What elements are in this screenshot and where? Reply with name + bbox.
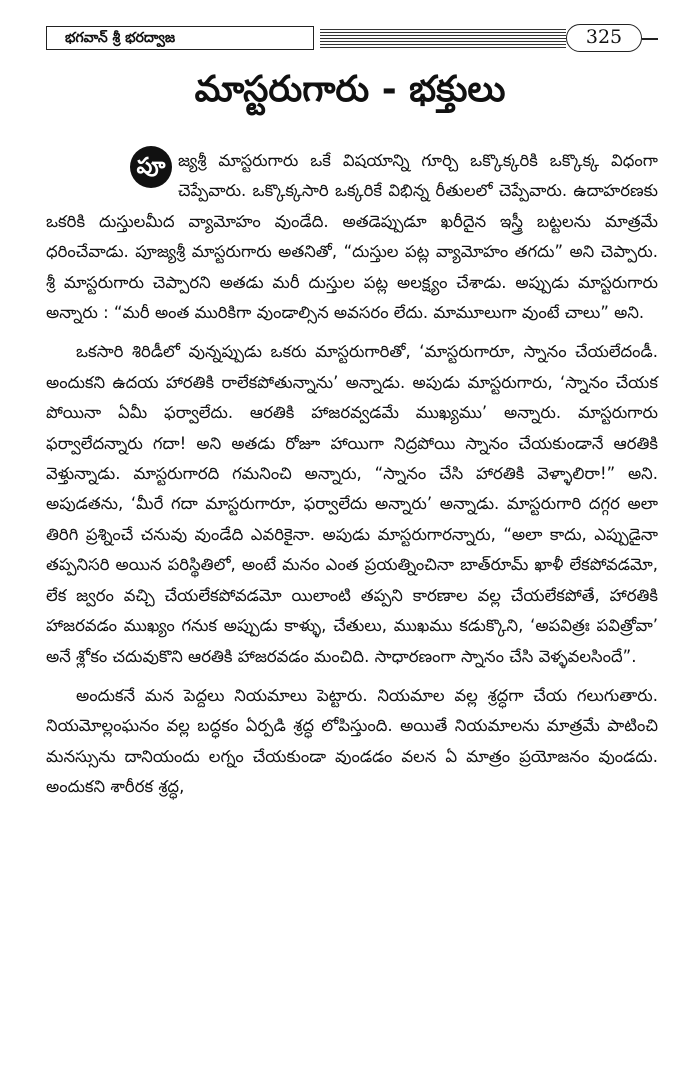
- header-rule-lines: [320, 29, 566, 49]
- drop-cap: పూ: [130, 146, 172, 188]
- running-header: [46, 24, 658, 54]
- running-title: భగవాన్ శ్రీ భరద్వాజ: [46, 26, 314, 50]
- paragraph-2: ఒకసారి శిరిడీలో వున్నప్పుడు ఒకరు మాస్టరుగారితో, ‘మాస్టరుగారూ, స్నానం చేయలేదండీ. అందుకని ఉదయ హారతికి రాలేకపోతున్నాను’ అన్నాడు. అపుడు మాస్టరుగారు, ‘స్నానం చేయక పోయినా ఏమీ ఫర్వాలేదు. ఆరతికి హాజరవ్వడమే ముఖ్యము’ అన్నారు. మాస్టరుగారు ఫర్వాలేదన్నారు గదా! అని అతడు రోజూ హాయిగా నిద్రపోయి స్నానం చేయకుండానే ఆరతికి వెళ్తున్నాడు. మాస్టరుగారది గమనించి అన్నారు, “స్నానం చేసి హారతికి వెళ్ళాలిరా!” అని. అపుడతను, ‘మీరే గదా మాస్టరుగారూ, ఫర్వాలేదు అన్నారు’ అన్నాడు. మాస్టరుగారి దగ్గర అలా తిరిగి ప్రశ్నించే చనువు వుండేది ఎవరికైనా. అపుడు మాస్టరుగారన్నారు, “అలా కాదు, ఎప్పుడైనా తప్పనిసరి అయిన పరిస్థితిలో, అంటే మనం ఎంత ప్రయత్నించినా బాత్‌రూమ్ ఖాళీ లేకపోవడమో, లేక జ్వరం వచ్చి చేయలేకపోవడమో యిలాంటి తప్పని కారణాల వల్ల చేయలేకపోతే, హారతికి హాజరవడం ముఖ్యం గనుక అప్పుడు కాళ్ళు, చేతులు, ముఖము కడుక్కొని, ‘అపవిత్రః పవిత్రోవా’ అనే శ్లోకం చదువుకొని ఆరతికి హాజరవడం మంచిది. సాధారణంగా స్నానం చేసి వెళ్ళవలసిందే”.: [46, 342, 658, 666]
- body-text: [46, 146, 658, 812]
- paragraph-3: అందుకనే మన పెద్దలు నియమాలు పెట్టారు. నియమాల వల్ల శ్రద్ధగా చేయ గలుగుతారు. నియమోల్లంఘనం వల్ల బద్ధకం ఏర్పడి శ్రద్ధ లోపిస్తుంది. అయితే నియమాలను మాత్రమే పాటించి మనస్సును దానియందు లగ్నం చేయకుండా వుండడం వలన ఏ మాత్రం ప్రయోజనం వుండదు. అందుకని శారీరక శ్రద్ధ,: [46, 685, 658, 797]
- paragraph-1-text: జ్యశ్రీ మాస్టరుగారు ఒకే విషయాన్ని గూర్చి ఒక్కొక్కరికి ఒక్కొక్క విధంగా చెప్పేవారు. ఒక్కొక్కసారి ఒక్కరికే విభిన్న రీతులలో చెప్పేవారు. ఉదాహరణకు ఒకరికి దుస్తులమీద వ్యామోహం వుండేది. అతడెప్పుడూ ఖరీదైన ఇస్త్రీ బట్టలను మాత్రమే ధరించేవాడు. పూజ్యశ్రీ మాస్టరుగారు అతనితో, “దుస్తుల పట్ల వ్యామోహం తగదు” అని చెప్పారు. శ్రీ మాస్టరుగారు చెప్పారని అతడు మరీ దుస్తుల పట్ల అలక్ష్యం చేశాడు. అప్పుడు మాస్టరుగారు అన్నారు : “మరీ అంత మురికిగా వుండాల్సిన అవసరం లేదు. మామూలుగా వుంటే చాలు” అని.: [46, 151, 658, 323]
- paragraph-1: [46, 146, 658, 328]
- page-number: 325: [566, 24, 642, 52]
- header-rule-end: [642, 38, 658, 40]
- chapter-title: మాస్టరుగారు - భక్తులు: [194, 69, 506, 110]
